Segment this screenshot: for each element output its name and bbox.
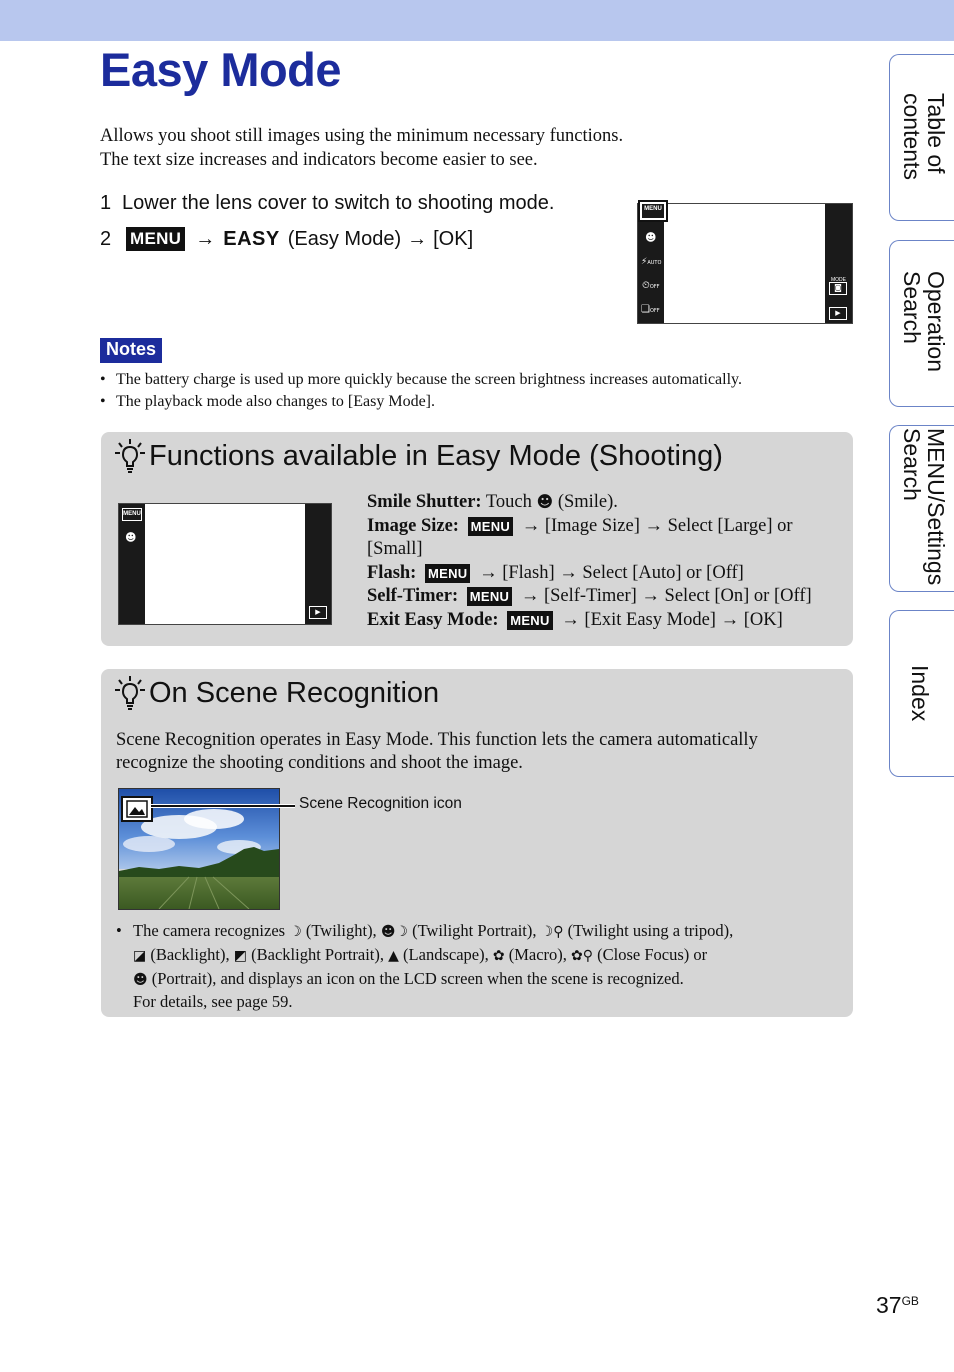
playback-icon: ▶ [829,307,847,320]
menu-icon: MENU [122,508,142,521]
smile-icon: ☻ [536,492,554,511]
playback-icon: ▶ [309,606,327,619]
easy-mode-screen-illustration [118,503,332,625]
page-title: Easy Mode [100,43,342,96]
callout-line [151,804,295,808]
tab-table-of-contents[interactable]: Table of contents [889,54,954,221]
menu-icon: MENU [468,517,513,536]
list-item: Smile Shutter: Touch ☻ (Smile). [367,492,618,512]
menu-icon: MENU [507,611,552,630]
camera-mode-icon: ◙ [829,282,847,295]
list-item: Exit Easy Mode: MENU → [Exit Easy Mode] → [OK] [367,609,783,630]
list-item: Flash: MENU → [Flash] → Select [Auto] or [Off] [367,562,744,583]
easy-mode-icon: EASY [223,227,280,250]
functions-heading: Functions available in Easy Mode (Shooting) [115,438,723,474]
menu-icon: MENU [425,564,470,583]
list-item: • The playback mode also changes to [Easy Mode]. [100,393,436,410]
list-item: Image Size: MENU → [Image Size] → Select [Large] or [367,515,793,536]
hint-bulb-icon [115,438,145,474]
arrow-icon: → [407,227,428,250]
intro-text: Allows you shoot still images using the minimum necessary functions. The text size increases and indicators become easier to see. [100,126,624,170]
self-timer-icon: ⏲OFF [642,280,660,291]
functions-list: Smile Shutter: Touch ☻ (Smile). Image Size: MENU → [Image Size] → Select [Large] or [Small] Flash: MENU → [Flash] → Select [Auto] or [Off] Self-Timer: MENU → [Self-Timer] → Select [On] or [Off] Exit Easy Mode: MENU → [Exit Easy Mode] → [OK] [367,490,812,632]
smile-icon: ☻ [125,531,137,544]
functions-panel [101,432,853,646]
list-item: Self-Timer: MENU → [Self-Timer] → Select [On] or [Off] [367,586,812,606]
landscape-icon [121,796,153,822]
smile-icon: ☻ [645,231,657,244]
macro-icon: ✿ [492,947,505,964]
scene-recognition-icon-label: Scene Recognition icon [299,795,462,812]
tab-index[interactable]: Index [889,610,954,777]
menu-icon: MENU [126,227,185,251]
tab-menu-settings-search[interactable]: MENU/Settings Search [889,425,954,592]
hint-bulb-icon [115,675,145,711]
list-item: • The battery charge is used up more quickly because the screen brightness increases automatically. [100,371,742,388]
top-banner [0,0,954,41]
scene-recognition-panel [101,669,853,1017]
twilight-portrait-icon: ☻☽ [380,924,408,940]
scene-notes: • The camera recognizes ☽ (Twilight), ☻☽ (Twilight Portrait), ☽⚲ (Twilight using a tripod), ◪ (Backlight), ◩ (Backlight Portrait), ▲ (Landscape), ✿ (Macro), ✿⚲ (Close Focus) or ☻ (Portrait), and displays an icon on the LCD screen when the scene is recognized. For details, see page 59. [116,921,734,1012]
step-2: 2 MENU → EASY (Easy Mode) → [OK] [100,227,474,250]
arrow-icon: → [195,227,216,250]
step-1: 1 Lower the lens cover to switch to shooting mode. [100,192,555,214]
landscape-icon: ▲ [388,947,399,964]
backlight-icon: ◪ [133,947,147,964]
page-number: $37^{GB}$ [876,1292,919,1318]
portrait-icon: ☻ [133,971,148,988]
scene-recognition-description: Scene Recognition operates in Easy Mode. This function lets the camera automatically recognize the shooting conditions and shoot the image. [116,730,758,773]
close-focus-icon: ✿⚲ [571,947,593,964]
backlight-portrait-icon: ◩ [233,947,247,964]
tab-operation-search[interactable]: Operation Search [889,240,954,407]
twilight-tripod-icon: ☽⚲ [540,924,564,940]
mode-label: MODE [831,277,846,283]
scene-recognition-heading: On Scene Recognition [115,675,439,711]
menu-icon: MENU [467,587,512,606]
menu-icon: MENU [640,202,666,220]
twilight-icon: ☽ [289,924,302,940]
flash-auto-icon: ⚡AUTO [641,257,662,267]
notes-badge: Notes [100,338,162,363]
burst-icon: ❏OFF [641,304,660,315]
camera-screen-illustration [637,203,853,324]
notes-list [100,369,742,413]
